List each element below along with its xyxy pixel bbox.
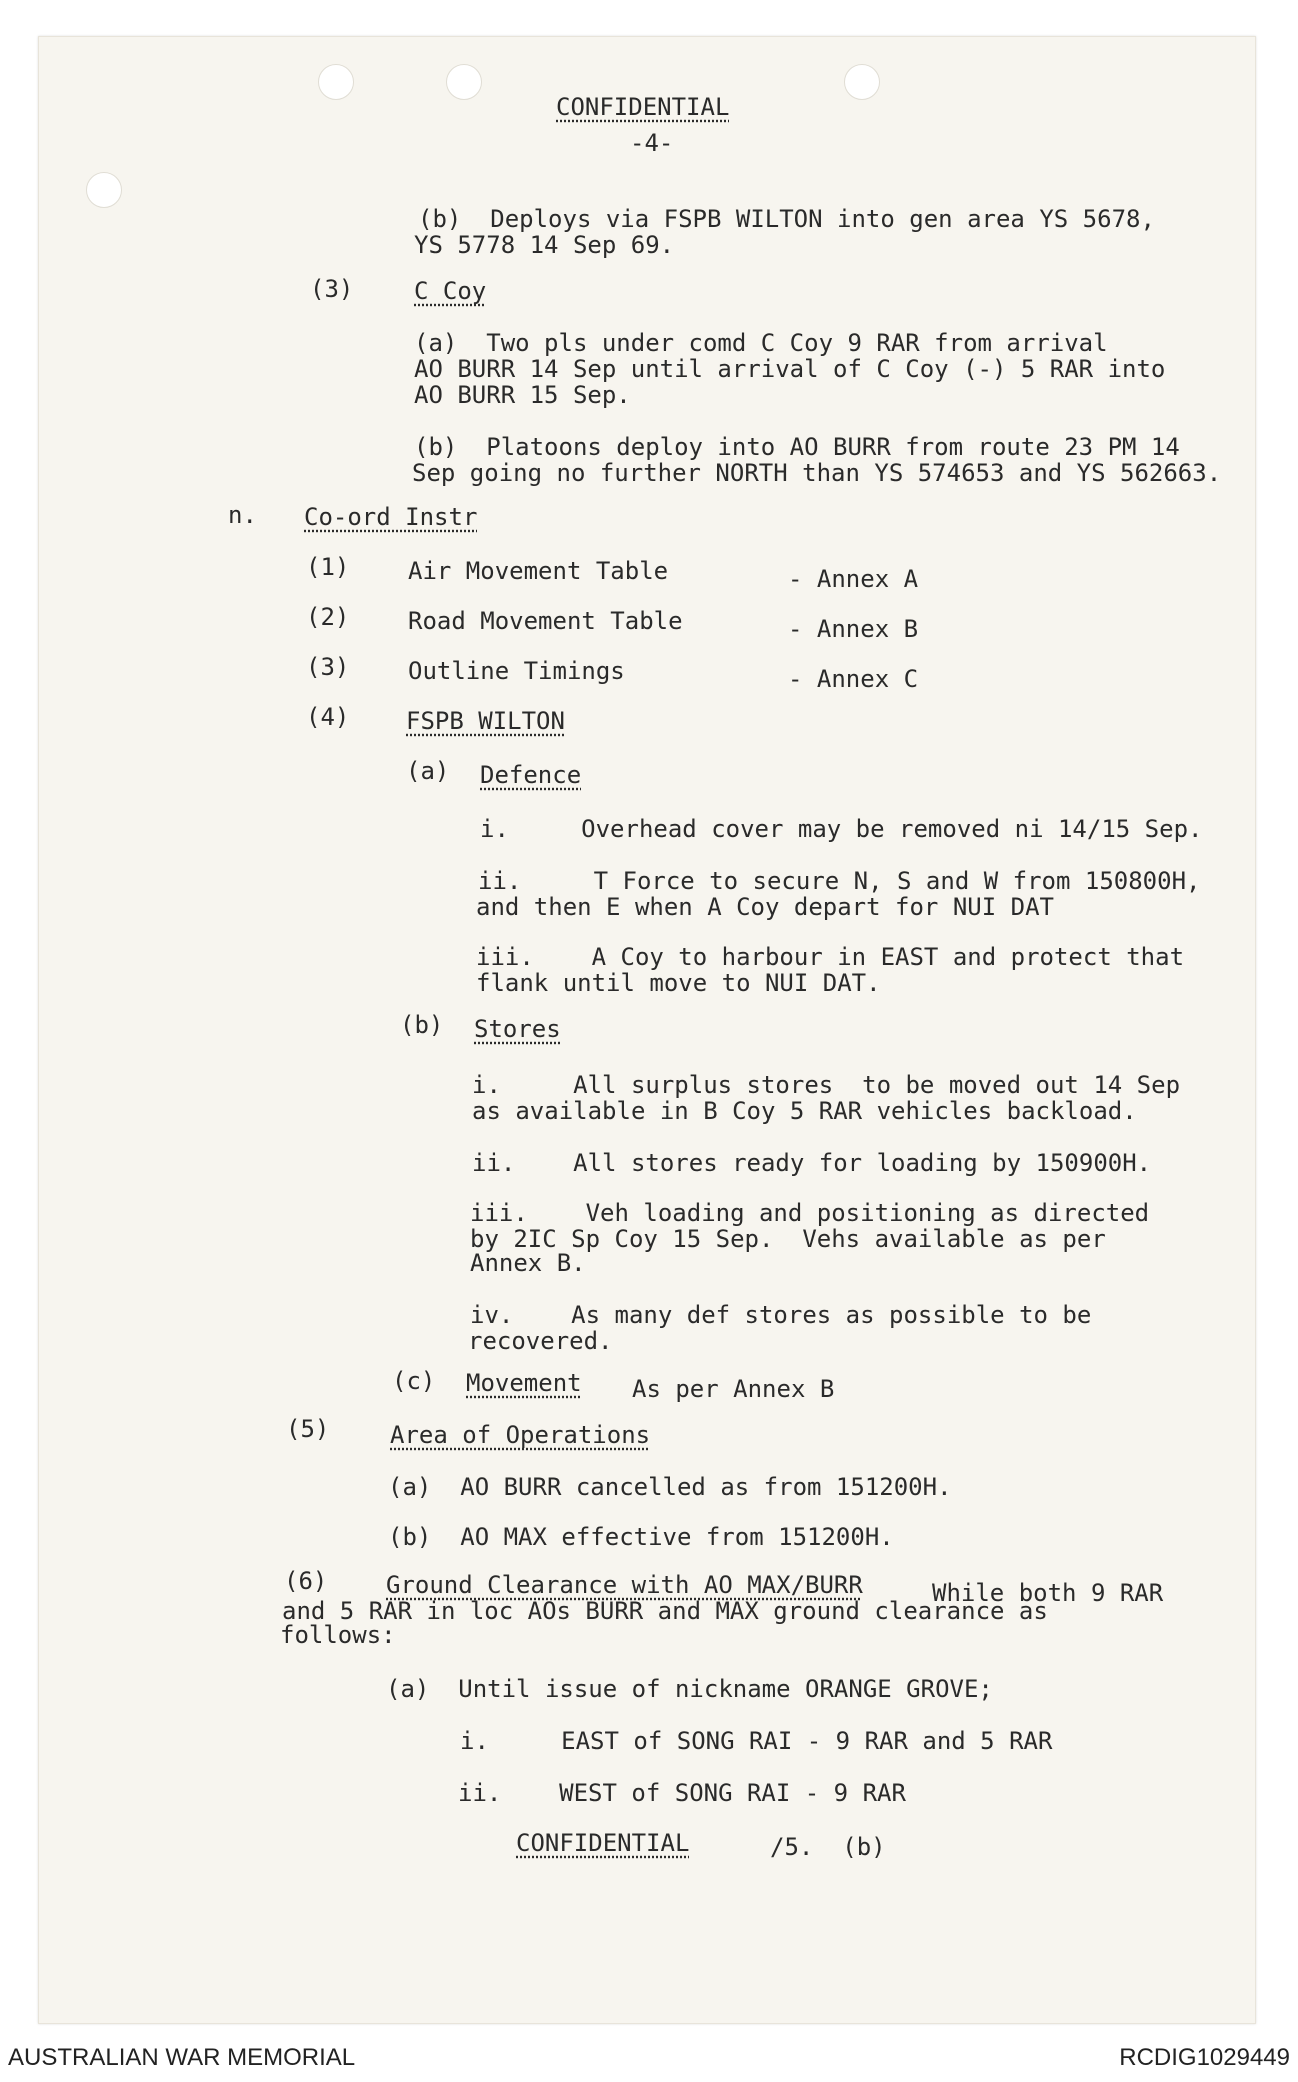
text-line: (a) Two pls under comd C Coy 9 RAR from arrival [414, 329, 1108, 357]
page-number: -4- [630, 129, 674, 157]
text-line: ii. All stores ready for loading by 150900H. [472, 1149, 1152, 1177]
text-line: i. Overhead cover may be removed ni 14/15 Sep. [480, 815, 1203, 843]
section-heading: Ground Clearance with AO MAX/BURR [386, 1571, 863, 1599]
text-line: as available in B Coy 5 RAR vehicles backload. [472, 1097, 1137, 1125]
text-line: As per Annex B [632, 1375, 835, 1403]
item-number: (4) [306, 703, 350, 731]
text-line: by 2IC Sp Coy 15 Sep. Vehs available as per [470, 1225, 1106, 1253]
text-line: (a) Until issue of nickname ORANGE GROVE; [386, 1675, 993, 1703]
annex-ref: - Annex C [788, 665, 919, 693]
annex-ref: - Annex A [788, 565, 919, 593]
text-line: (b) Platoons deploy into AO BURR from route 23 PM 14 [414, 433, 1180, 461]
text-line: (b) Deploys via FSPB WILTON into gen area YS 5678, [418, 205, 1155, 233]
item-number: (6) [284, 1567, 328, 1595]
annex-ref: - Annex B [788, 615, 919, 643]
text-line: flank until move to NUI DAT. [476, 969, 881, 997]
text-line: AO BURR 15 Sep. [414, 381, 631, 409]
item-text: Outline Timings [408, 657, 625, 685]
item-text: Road Movement Table [408, 607, 683, 635]
archive-reference: RCDIG1029449 [1119, 2044, 1290, 2071]
text-line: (a) AO BURR cancelled as from 151200H. [388, 1473, 952, 1501]
header-classification: CONFIDENTIAL [556, 93, 730, 121]
item-number: (5) [286, 1415, 330, 1443]
section-heading: C Coy [414, 277, 487, 305]
continuation-marker: /5. (b) [770, 1833, 886, 1861]
section-heading: Co-ord Instr [304, 503, 478, 531]
footer-classification: CONFIDENTIAL [516, 1829, 690, 1857]
text-line: and then E when A Coy depart for NUI DAT [476, 893, 1054, 921]
archive-institution: AUSTRALIAN WAR MEMORIAL [8, 2044, 356, 2071]
item-number: (2) [306, 603, 350, 631]
text-line: (b) AO MAX effective from 151200H. [388, 1523, 894, 1551]
punch-hole [446, 64, 482, 100]
text-line: ii. T Force to secure N, S and W from 150800H, [478, 867, 1201, 895]
item-number: (a) [406, 757, 450, 785]
item-number: (c) [392, 1367, 436, 1395]
section-heading: Movement [466, 1369, 582, 1397]
section-heading: Area of Operations [390, 1421, 651, 1449]
item-number: (b) [400, 1011, 444, 1039]
section-heading: Defence [480, 761, 582, 789]
section-heading: Stores [474, 1015, 561, 1043]
item-number: (3) [310, 275, 354, 303]
text-line: AO BURR 14 Sep until arrival of C Coy (-) 5 RAR into [414, 355, 1166, 383]
punch-hole [844, 64, 880, 100]
text-line: iii. A Coy to harbour in EAST and protect that [476, 943, 1185, 971]
section-heading: FSPB WILTON [406, 707, 565, 735]
punch-hole [318, 64, 354, 100]
text-line: YS 5778 14 Sep 69. [414, 231, 675, 259]
paragraph-label: n. [228, 501, 257, 529]
item-number: (3) [306, 653, 350, 681]
text-line: Sep going no further NORTH than YS 574653 and YS 562663. [412, 459, 1222, 487]
text-line: iii. Veh loading and positioning as directed [470, 1199, 1150, 1227]
text-line: follows: [280, 1621, 396, 1649]
text-line: and 5 RAR in loc AOs BURR and MAX ground clearance as [282, 1597, 1048, 1625]
text-line: ii. WEST of SONG RAI - 9 RAR [458, 1779, 906, 1807]
text-line: i. EAST of SONG RAI - 9 RAR and 5 RAR [460, 1727, 1053, 1755]
text-line: recovered. [468, 1327, 613, 1355]
item-text: Air Movement Table [408, 557, 669, 585]
item-number: (1) [306, 553, 350, 581]
text-line: i. All surplus stores to be moved out 14 Sep [472, 1071, 1181, 1099]
text-line: iv. As many def stores as possible to be [470, 1301, 1092, 1329]
text-line: Annex B. [470, 1249, 586, 1277]
punch-hole [86, 172, 122, 208]
text-line: While both 9 RAR [932, 1579, 1164, 1607]
